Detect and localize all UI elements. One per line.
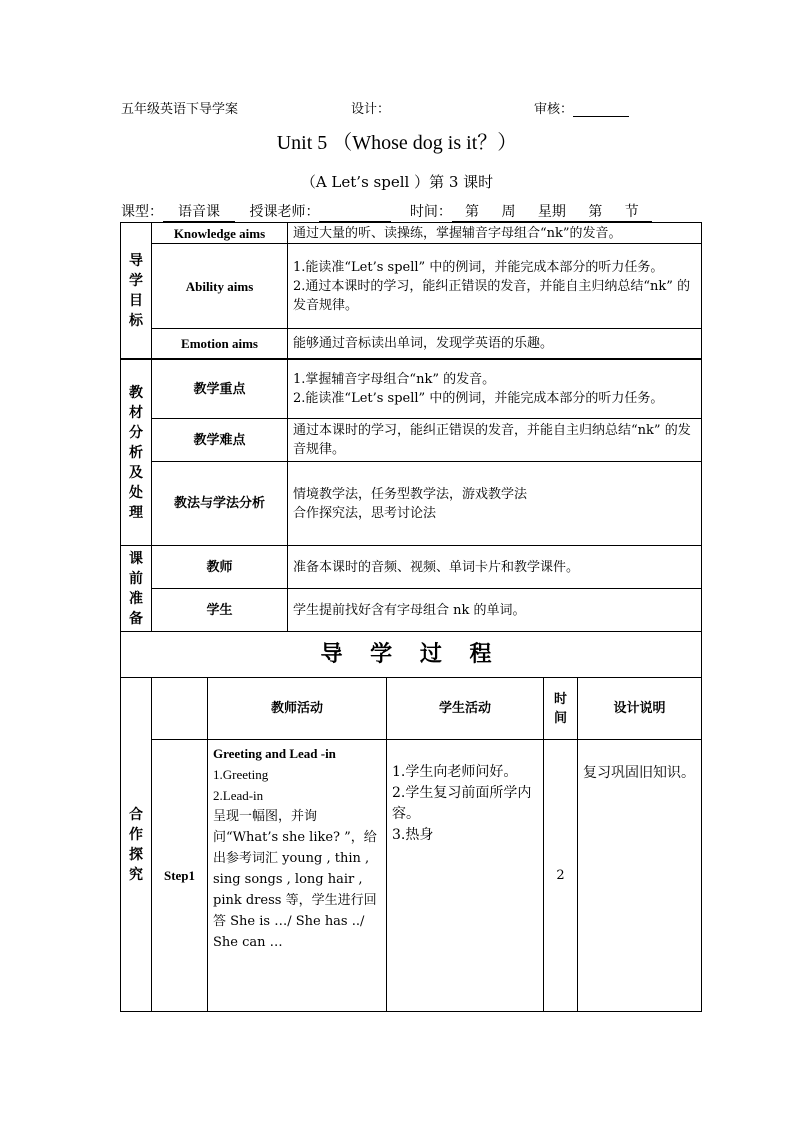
teacher-label: 授课老师： xyxy=(249,204,320,220)
review-blank xyxy=(573,102,629,117)
page-subtitle: （A Let’s spell ）第 3 课时 xyxy=(300,173,494,191)
step-label: Step1 xyxy=(152,740,208,1012)
process-title: 导 学 过 程 xyxy=(121,632,702,678)
teacher-line: 呈现一幅图，并询问“What’s she like? ”，给出参考词汇 young , thin , sing songs , long hair , pink dress 等，学生进行回答 She is …/ She has ../ She can … xyxy=(213,809,377,950)
doc-header-left: 五年级英语下导学案 xyxy=(121,102,239,117)
teacher-line: 2.Lead-in xyxy=(213,788,264,803)
teacher-line: 1.Greeting xyxy=(213,767,269,782)
review-field xyxy=(534,98,629,117)
prep-teacher-text: 准备本课时的音频、视频、单词卡片和教学课件。 xyxy=(288,546,702,589)
knowledge-aims-text: 通过大量的听、读操练，掌握辅音字母组合“nk”的发音。 xyxy=(288,223,702,244)
student-activity-cell xyxy=(387,740,544,1012)
difficult-points-label: 教学难点 xyxy=(152,419,288,462)
prep-student-label: 学生 xyxy=(152,589,288,632)
ability-aims-text: 1.能读准“Let’s spell” 中的例词，并能完成本部分的听力任务。 2.通过本课时的学习，能纠正错误的发音，并能自主归纳总结“nk” 的发音规律。 xyxy=(288,244,702,329)
prep-student-text: 学生提前找好含有字母组合 nk 的单词。 xyxy=(288,589,702,632)
time-value: 第 周 星期 第 节 xyxy=(452,201,652,222)
teacher-activity-heading: Greeting and Lead -in xyxy=(213,746,336,761)
emotion-aims-text: 能够通过音标读出单词，发现学英语的乐趣。 xyxy=(288,329,702,359)
time-label: 时间： xyxy=(409,204,452,220)
type-value: 语音课 xyxy=(163,201,235,222)
student-line: 2.学生复习前面所学内容。 xyxy=(392,785,532,822)
teacher-blank xyxy=(319,206,391,222)
col-design: 设计说明 xyxy=(578,678,702,740)
knowledge-aims-label: Knowledge aims xyxy=(152,223,288,244)
key-points-text: 1.掌握辅音字母组合“nk” 的发音。 2.能读准“Let’s spell” 中的例词，并能完成本部分的听力任务。 xyxy=(288,360,702,419)
aims-section-label: 导学目标 xyxy=(121,223,152,359)
method-analysis-text: 情境教学法，任务型教学法，游戏教学法 合作探究法，思考讨论法 xyxy=(288,462,702,546)
teacher-activity-cell xyxy=(208,740,387,1012)
col-teacher-activity: 教师活动 xyxy=(208,678,387,740)
ability-aims-label: Ability aims xyxy=(152,244,288,329)
time-value-cell: 2 xyxy=(544,740,578,1012)
review-label: 审核： xyxy=(534,102,574,117)
design-note-cell: 复习巩固旧知识。 xyxy=(578,740,702,1012)
type-label: 课型： xyxy=(121,204,163,220)
analysis-section-label: 教材分析及处理 xyxy=(121,360,152,546)
prep-section-label: 课前准备 xyxy=(121,546,152,632)
col-time: 时间 xyxy=(544,678,578,740)
difficult-points-text: 通过本课时的学习，能纠正错误的发音，并能自主归纳总结“nk” 的发音规律。 xyxy=(288,419,702,462)
prep-teacher-label: 教师 xyxy=(152,546,288,589)
aims-table xyxy=(120,222,702,359)
process-section-label: 合作探究 xyxy=(121,678,152,1012)
page-title: Unit 5 （Whose dog is it？） xyxy=(276,132,518,154)
student-line: 1.学生向老师问好。 xyxy=(392,764,518,780)
meta-row xyxy=(121,201,652,222)
emotion-aims-label: Emotion aims xyxy=(152,329,288,359)
student-line: 3.热身 xyxy=(392,827,434,843)
method-analysis-label: 教法与学法分析 xyxy=(152,462,288,546)
process-header-blank xyxy=(152,678,208,740)
col-student-activity: 学生活动 xyxy=(387,678,544,740)
main-table xyxy=(120,359,702,1012)
key-points-label: 教学重点 xyxy=(152,360,288,419)
design-label: 设计： xyxy=(351,102,391,117)
